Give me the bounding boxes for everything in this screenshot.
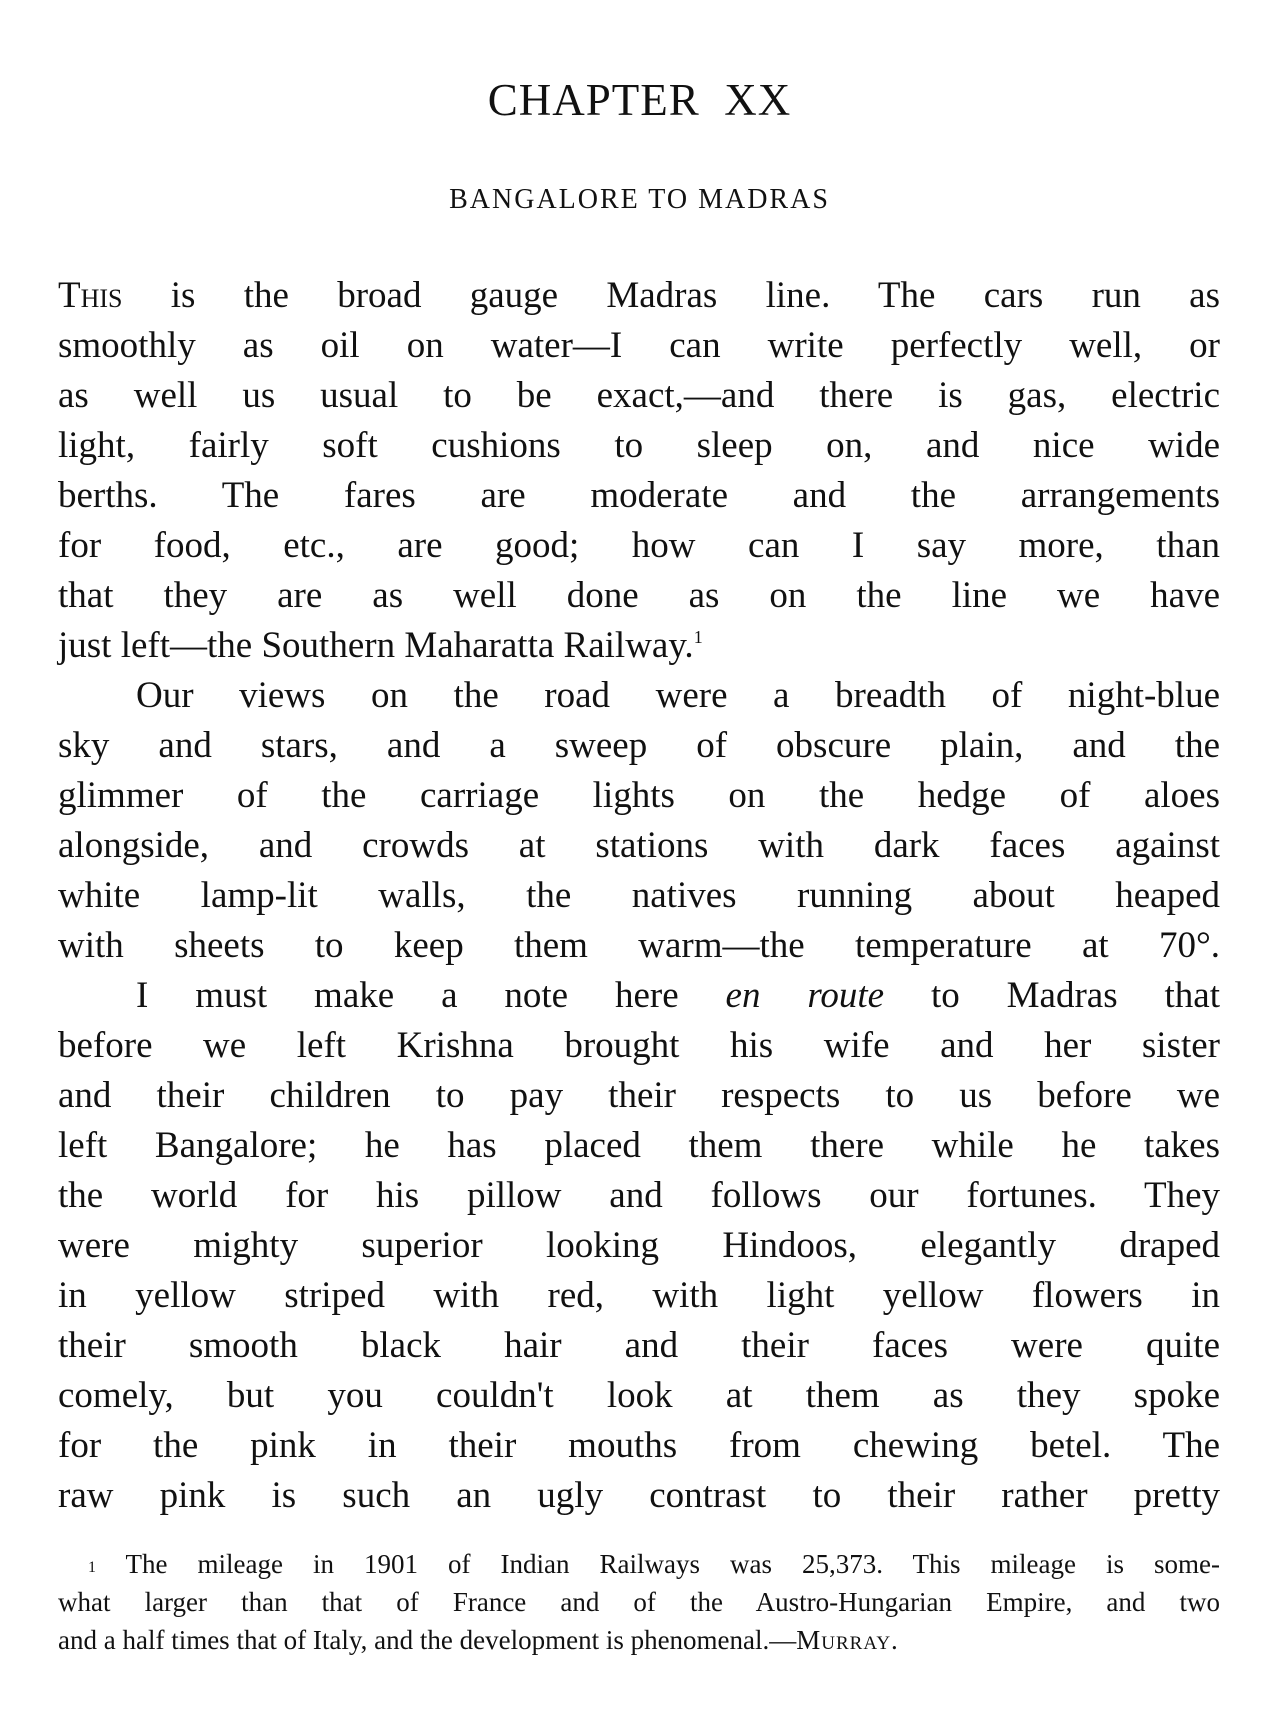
text-line: glimmer of the carriage lights on the hedge of aloes bbox=[58, 775, 1220, 816]
text-line: for the pink in their mouths from chewing betel. The bbox=[58, 1425, 1220, 1466]
footnote-line: what larger than that of France and of the Austro-Hungarian Empire, and two bbox=[58, 1587, 1220, 1617]
italic-phrase: en route bbox=[725, 975, 885, 1016]
text-line: berths. The fares are moderate and the arrangements bbox=[58, 475, 1220, 516]
paragraph-3 bbox=[58, 971, 1220, 1521]
text-line: just left—the Southern Maharatta Railway.$^1$ bbox=[58, 625, 703, 666]
chapter-number: CHAPTER XX bbox=[487, 75, 792, 125]
text-line: left Bangalore; he has placed them there while he takes bbox=[58, 1125, 1220, 1166]
footnote-author: Murray. bbox=[796, 1625, 899, 1655]
text-line: for food, etc., are good; how can I say more, than bbox=[58, 525, 1220, 566]
text-line: smoothly as oil on water—I can write perfectly well, or bbox=[58, 325, 1220, 366]
text-line: their smooth black hair and their faces were quite bbox=[58, 1325, 1220, 1366]
text-line: in yellow striped with red, with light yellow flowers in bbox=[58, 1275, 1220, 1316]
footnote bbox=[58, 1545, 1220, 1659]
text-line: and their children to pay their respects to us before we bbox=[58, 1075, 1220, 1116]
text-line: as well us usual to be exact,—and there is gas, electric bbox=[58, 375, 1220, 416]
paragraph-2 bbox=[58, 671, 1220, 971]
text-line: before we left Krishna brought his wife and her sister bbox=[58, 1025, 1220, 1066]
text-line: were mighty superior looking Hindoos, elegantly draped bbox=[58, 1225, 1220, 1266]
paragraph-1 bbox=[58, 271, 1220, 671]
text-line: white lamp-lit walls, the natives running about heaped bbox=[58, 875, 1220, 916]
text-line: light, fairly soft cushions to sleep on, and nice wide bbox=[58, 425, 1220, 466]
text-line: raw pink is such an ugly contrast to their rather pretty bbox=[58, 1475, 1220, 1516]
text-line: with sheets to keep them warm—the temperature at 70°. bbox=[58, 925, 1220, 966]
text-line: Our views on the road were a breadth of night-blue bbox=[136, 675, 1220, 716]
text-line: the world for his pillow and follows our fortunes. They bbox=[58, 1175, 1220, 1216]
footnote-line: $^1$ The mileage in 1901 of Indian Railways was 25,373. This mileage is some- bbox=[88, 1549, 1220, 1579]
text-line: comely, but you couldn't look at them as they spoke bbox=[58, 1375, 1220, 1416]
text-line: This is the broad gauge Madras line. The cars run as bbox=[58, 275, 1220, 316]
text-line: that they are as well done as on the line we have bbox=[58, 575, 1220, 616]
text-line: alongside, and crowds at stations with dark faces against bbox=[58, 825, 1220, 866]
footnote-reference[interactable]: 1 bbox=[693, 627, 703, 647]
footnote-mark: 1 bbox=[88, 1559, 96, 1576]
text-line: I must make a note here en route to Madras that bbox=[136, 975, 1220, 1016]
body-text bbox=[58, 271, 1220, 1521]
chapter-title: BANGALORE TO MADRAS bbox=[449, 184, 830, 215]
text-line: sky and stars, and a sweep of obscure plain, and the bbox=[58, 725, 1220, 766]
footnote-line: and a half times that of Italy, and the development is phenomenal.—Murray. bbox=[58, 1625, 899, 1655]
lead-word: This bbox=[58, 275, 123, 316]
